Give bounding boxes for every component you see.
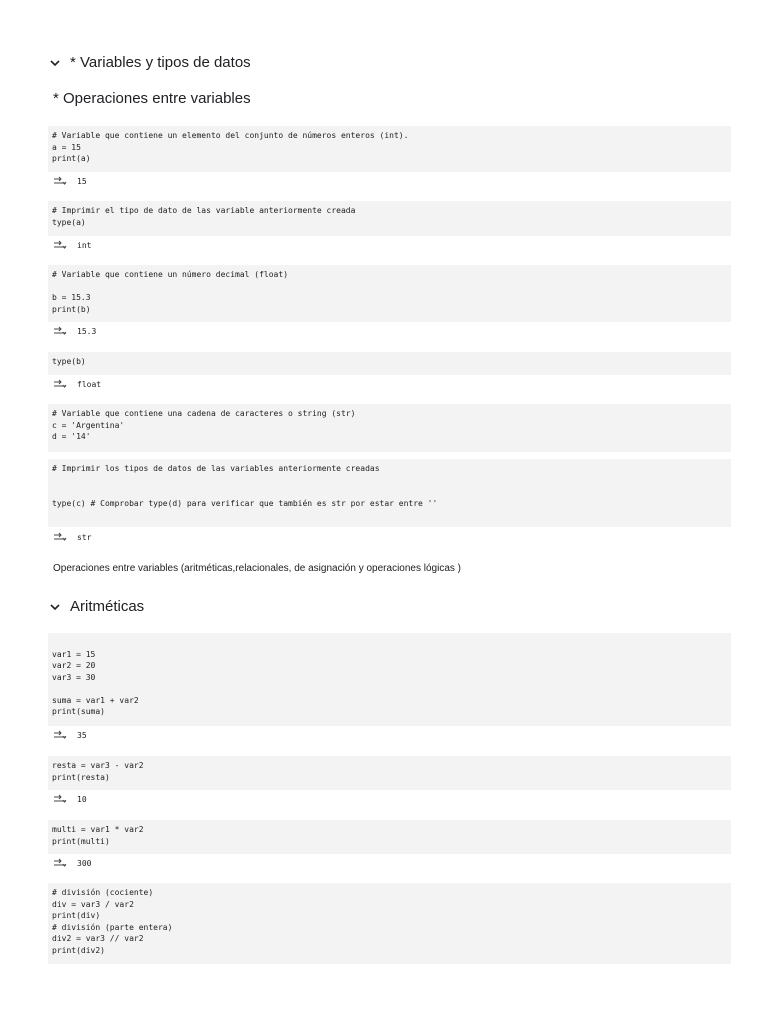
output-text: 10 bbox=[77, 794, 87, 804]
text-cell: Operaciones entre variables (aritméticas,relacionales, de asignación y operaciones lógicas ) bbox=[53, 563, 461, 574]
code-cell[interactable] bbox=[48, 126, 731, 172]
cell-output bbox=[53, 858, 91, 868]
output-text: 35 bbox=[77, 730, 87, 740]
code-text: # Imprimir el tipo de dato de las variable anteriormente creada type(a) bbox=[52, 206, 356, 227]
code-cell[interactable] bbox=[48, 265, 731, 322]
section-header-variables[interactable] bbox=[48, 54, 251, 71]
code-text: var1 = 15 var2 = 20 var3 = 30 suma = var1 + var2 print(suma) bbox=[52, 649, 139, 716]
output-toggle-icon[interactable] bbox=[53, 326, 67, 336]
code-text: # Variable que contiene un número decimal (float) b = 15.3 print(b) bbox=[52, 270, 289, 314]
output-toggle-icon[interactable] bbox=[53, 730, 67, 740]
subsection-title: * Operaciones entre variables bbox=[53, 90, 251, 107]
code-text: resta = var3 - var2 print(resta) bbox=[52, 761, 144, 782]
cell-output bbox=[53, 326, 96, 336]
cell-output bbox=[53, 240, 91, 250]
output-text: float bbox=[77, 379, 102, 389]
code-cell[interactable] bbox=[48, 633, 731, 726]
section-title: * Variables y tipos de datos bbox=[70, 54, 251, 71]
code-cell[interactable] bbox=[48, 404, 731, 452]
output-toggle-icon[interactable] bbox=[53, 240, 67, 250]
cell-output bbox=[53, 532, 91, 542]
output-toggle-icon[interactable] bbox=[53, 794, 67, 804]
code-cell[interactable] bbox=[48, 459, 731, 527]
code-cell[interactable] bbox=[48, 352, 731, 375]
cell-output bbox=[53, 176, 87, 186]
cell-output bbox=[53, 794, 87, 804]
chevron-down-icon[interactable] bbox=[48, 56, 62, 70]
cell-output bbox=[53, 379, 101, 389]
code-text: # Imprimir los tipos de datos de las variables anteriormente creadas type(c) # Comprobar type(d) para verificar que también es str por estar entre '' bbox=[52, 464, 438, 508]
code-text: type(b) bbox=[52, 357, 86, 366]
code-text: multi = var1 * var2 print(multi) bbox=[52, 825, 144, 846]
code-cell[interactable] bbox=[48, 883, 731, 964]
output-text: 300 bbox=[77, 858, 92, 868]
output-toggle-icon[interactable] bbox=[53, 532, 67, 542]
code-text: # Variable que contiene un elemento del conjunto de números enteros (int). a = 15 print(a) bbox=[52, 131, 409, 163]
output-toggle-icon[interactable] bbox=[53, 176, 67, 186]
section-title: Aritméticas bbox=[70, 598, 145, 615]
code-text: # división (cociente) div = var3 / var2 print(div) # división (parte entera) div2 = var3 // var2 print(div2) bbox=[52, 888, 173, 955]
output-text: str bbox=[77, 532, 92, 542]
code-cell[interactable] bbox=[48, 820, 731, 854]
output-toggle-icon[interactable] bbox=[53, 858, 67, 868]
output-text: int bbox=[77, 240, 92, 250]
output-text: 15 bbox=[77, 176, 87, 186]
cell-output bbox=[53, 730, 87, 740]
output-toggle-icon[interactable] bbox=[53, 379, 67, 389]
code-cell[interactable] bbox=[48, 201, 731, 236]
section-header-aritmeticas[interactable] bbox=[48, 598, 144, 615]
code-text: # Variable que contiene una cadena de caracteres o string (str) c = 'Argentina' d = '14' bbox=[52, 409, 356, 441]
code-cell[interactable] bbox=[48, 756, 731, 790]
output-text: 15.3 bbox=[77, 326, 97, 336]
chevron-down-icon[interactable] bbox=[48, 600, 62, 614]
